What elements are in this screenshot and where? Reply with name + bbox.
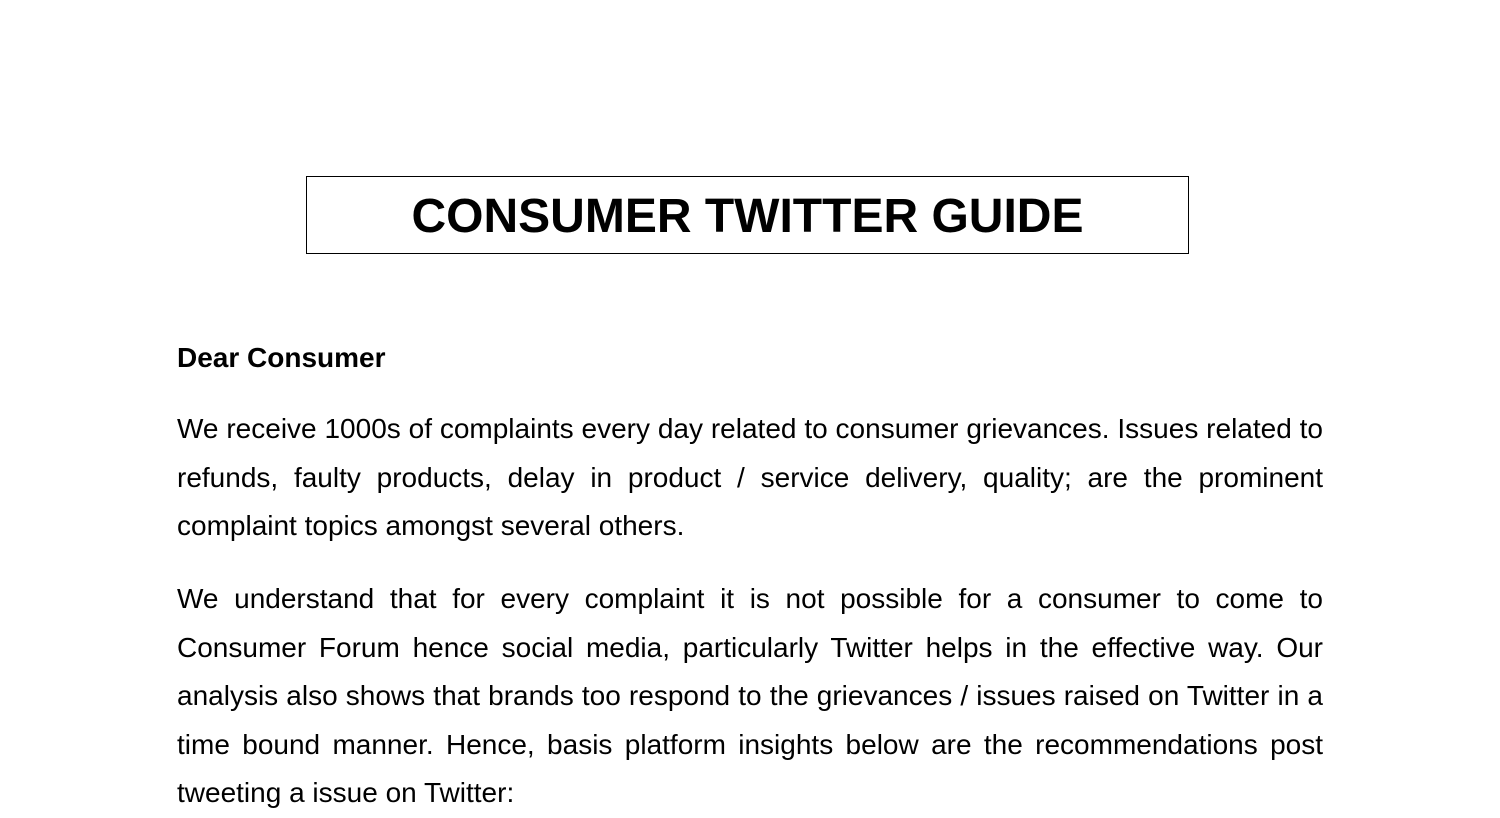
- paragraph-intro: We receive 1000s of complaints every day related to consumer grievances. Issues related to refunds, faulty products, delay in product / service delivery, quality; are the prominent complaint topics amongst several others.: [177, 413, 1323, 541]
- salutation: Dear Consumer: [177, 342, 386, 373]
- document-title: CONSUMER TWITTER GUIDE: [411, 190, 1084, 243]
- title-box: [306, 176, 1189, 254]
- paragraph-twitter-analysis: We understand that for every complaint it is not possible for a consumer to come to Consumer Forum hence social media, particularly Twitter helps in the effective way. Our analysis also shows that brands too respond to the grievances / issues raised on Twitter in a time bound manner. Hence, basis platform insights below are the recommendations post tweeting a issue on Twitter:: [177, 583, 1323, 808]
